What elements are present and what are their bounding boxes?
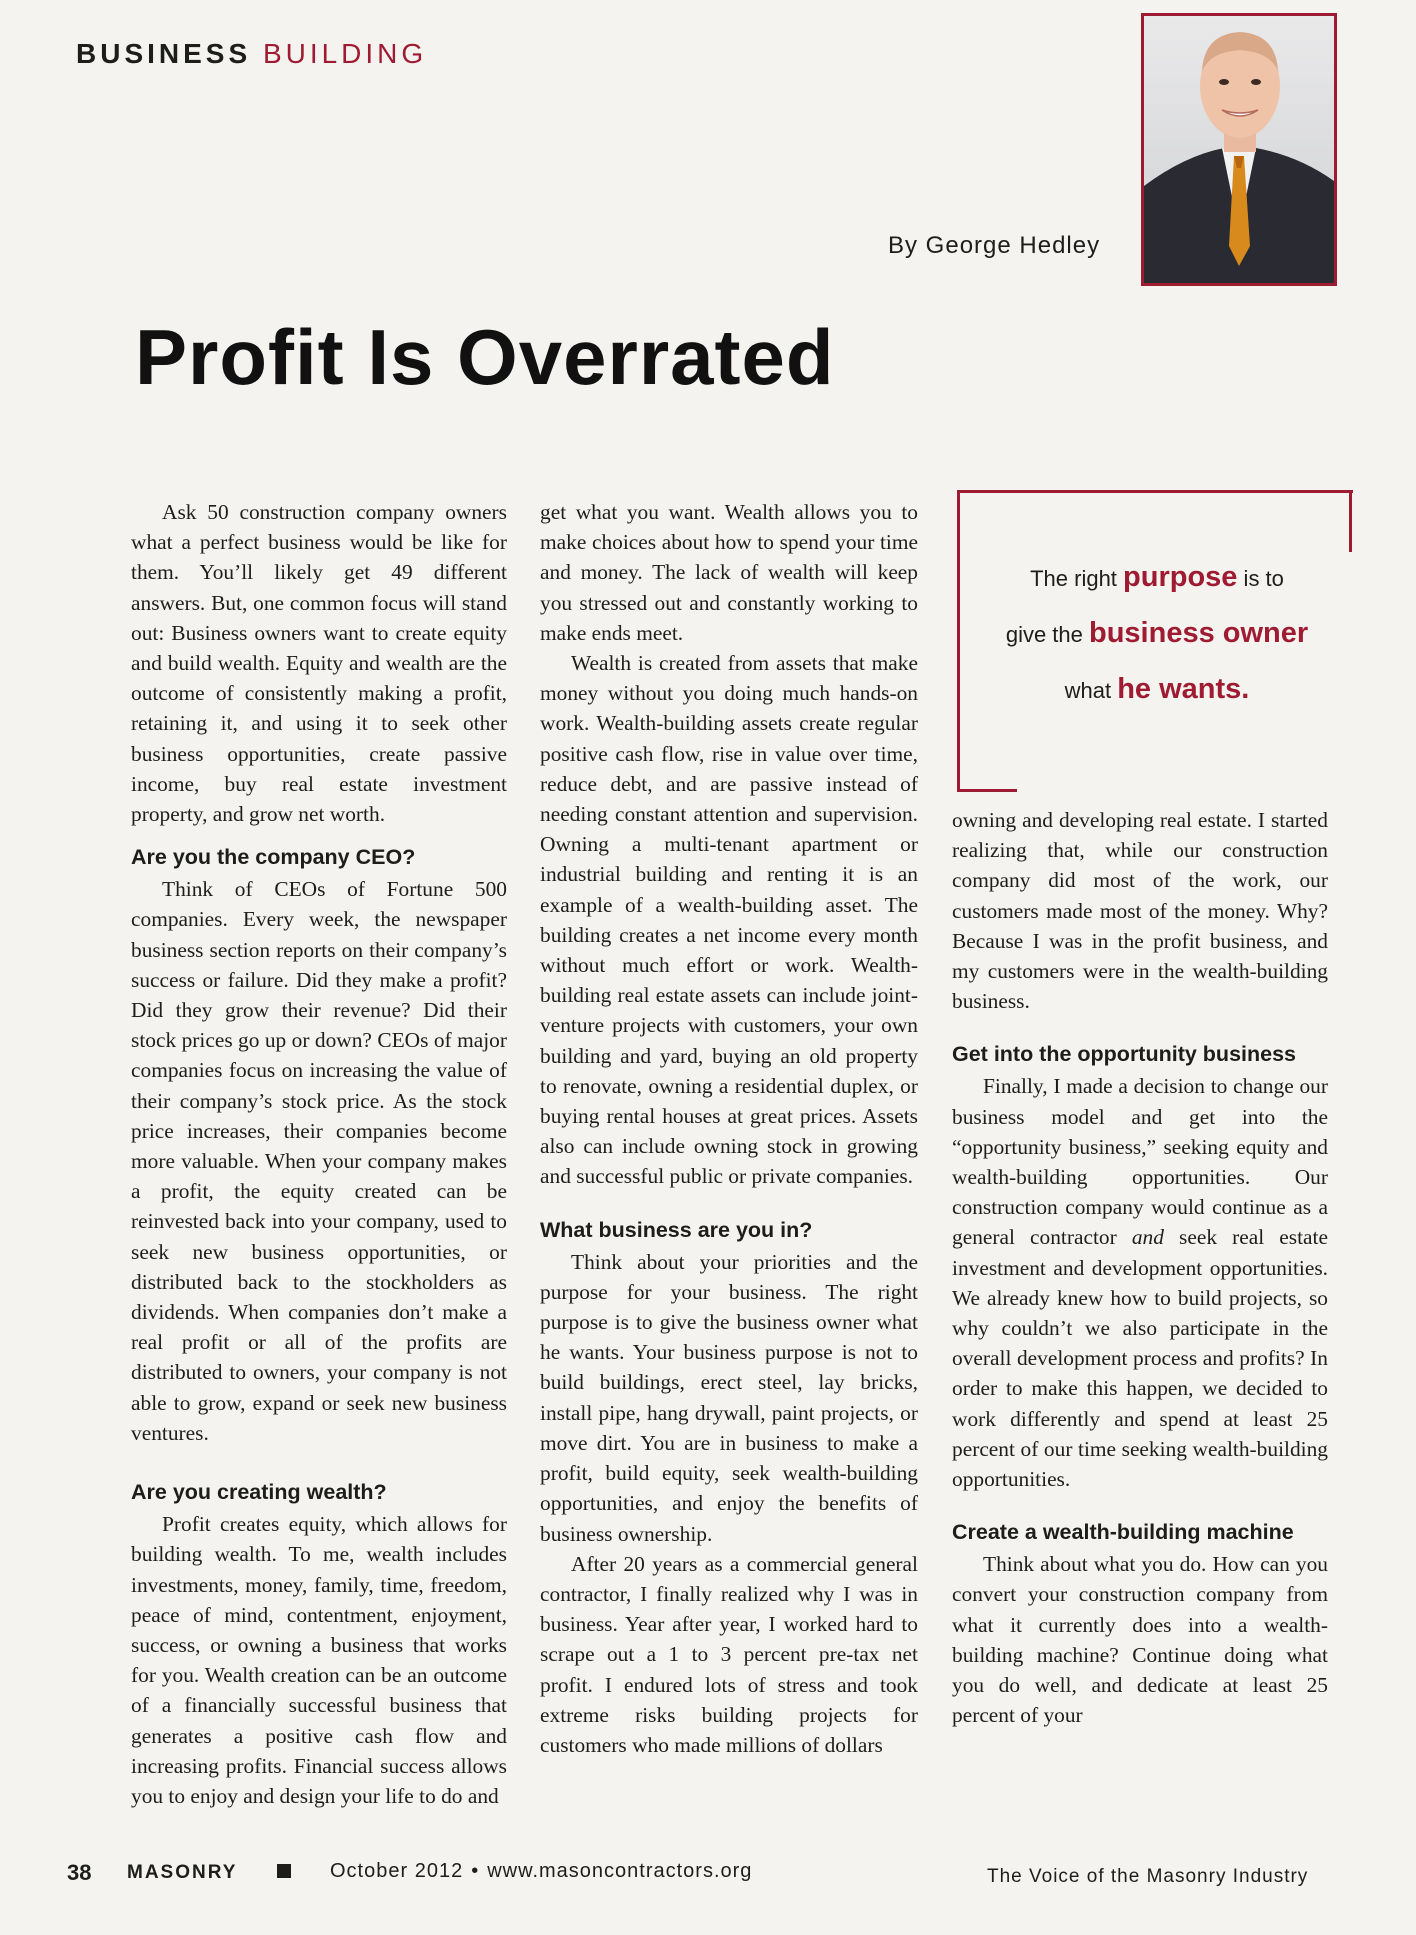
square-bullet-icon <box>277 1864 291 1878</box>
paragraph: Profit creates equity, which allows for building wealth. To me, wealth includes investments, money, family, time, freedom, peace of mind, contentment, enjoyment, success, or owning a business that works for you. Wealth creation can be an outcome of a financially successful business that generates a positive cash flow and increasing profits. Financial success allows you to enjoy and design your life to do and <box>131 1512 507 1808</box>
paragraph: Think about what you do. How can you convert your construction company from what it currently does into a wealth-building machine? Continue doing what you do well, and dedicate at least 25 percent of your <box>952 1552 1328 1728</box>
kicker-light: BUILDING <box>262 38 428 69</box>
paragraph-fragment: Finally, I made a decision to change our business model and get into the “opportunity business,” seeking equity and wealth-building opportunities. Our construction company would continue as a general contractor <box>952 1074 1328 1250</box>
pq-emphasis: business owner <box>1089 617 1309 649</box>
page-number: 38 <box>67 1860 92 1885</box>
pq-emphasis: purpose <box>1123 561 1238 593</box>
byline: By George Hedley <box>888 232 1101 259</box>
pull-quote-rule <box>1349 490 1352 552</box>
pull-quote <box>957 490 1352 792</box>
paragraph: get what you want. Wealth allows you to make choices about how to spend your time and money. The lack of wealth will keep you stressed out and constantly working to make ends meet. <box>540 500 918 645</box>
pq-fragment: give the <box>1005 622 1089 647</box>
issue-date: October 2012 <box>330 1860 464 1882</box>
article-title: Profit Is Overrated <box>135 313 835 401</box>
footer-tagline: The Voice of the Masonry Industry <box>987 1866 1309 1887</box>
pull-quote-text <box>977 550 1337 718</box>
author-portrait-icon <box>1144 16 1334 283</box>
issue-info <box>330 1860 752 1883</box>
pq-fragment: what <box>1064 678 1118 703</box>
paragraph <box>952 1071 1328 1494</box>
pq-emphasis: he wants. <box>1117 673 1250 705</box>
pull-quote-rule <box>957 490 960 792</box>
article-column-1 <box>131 497 507 1811</box>
article-column-2 <box>540 497 918 1760</box>
pull-quote-rule <box>957 490 1353 493</box>
subheading: Create a wealth-building machine <box>952 1520 1294 1545</box>
pq-fragment: is to <box>1237 566 1284 591</box>
paragraph: After 20 years as a commercial general contractor, I finally realized why I was in business. Year after year, I worked hard to scrape out a 1 to 3 percent pre-tax net profit. I endured lots of stress and took extreme risks building projects for customers who made millions of dollars <box>540 1551 918 1757</box>
section-kicker <box>76 38 427 70</box>
paragraph: Think about your priorities and the purpose for your business. The right purpose is to give the business owner what he wants. Your business purpose is not to build buildings, erect steel, lay bricks, install pipe, hang drywall, paint projects, or move dirt. You are in business to make a profit, build equity, seek wealth-building opportunities, and enjoy the benefits of business ownership. <box>540 1249 918 1546</box>
paragraph: Think of CEOs of Fortune 500 companies. Every week, the newspaper business section reports on their company’s success or failure. Did they make a profit? Did they grow their revenue? Did their stock prices go up or down? CEOs of major companies focus on increasing the value of their company’s stock price. As the stock price increases, their companies become more valuable. When your company makes a profit, the equity created can be reinvested back into your company, used to seek new business opportunities, or distributed back to the stockholders as dividends. When companies don’t make a real profit or all of the profits are distributed to owners, your company is not able to grow, expand or seek new business ventures. <box>131 877 507 1445</box>
kicker-bold: BUSINESS <box>76 38 252 69</box>
author-photo <box>1141 13 1337 286</box>
article-column-3 <box>952 805 1328 1730</box>
subheading: Get into the opportunity business <box>952 1042 1296 1067</box>
separator: • <box>471 1860 480 1882</box>
paragraph: Wealth is created from assets that make money without you doing much hands-on work. Wealth-building assets create regular positive cash flow, rise in value over time, reduce debt, and are passive instead of needing constant attention and supervision. Owning a multi-tenant apartment or industrial building and renting it is an example of a wealth-building asset. The building creates a net income every month without much effort or work. Wealth-building real estate assets can include joint-venture projects with customers, your own building and yard, buying an old property to renovate, owning a residential duplex, or buying rental houses at great prices. Assets also can include owning stock in growing and successful public or private companies. <box>540 651 918 1189</box>
pq-fragment: The right <box>1030 566 1124 591</box>
paragraph: Ask 50 construction company owners what a perfect business would be like for them. You’ll likely get 49 different answers. But, one common focus will stand out: Business owners want to create equity and build wealth. Equity and wealth are the outcome of consistently making a profit, retaining it, and using it to seek other business opportunities, create passive income, buy real estate investment property, and grow net worth. <box>131 500 507 827</box>
subheading: What business are you in? <box>540 1217 813 1242</box>
paragraph-fragment: seek real estate investment and development opportunities. We already knew how to build projects, so why couldn’t we also participate in the overall development process and profits? In order to make this happen, we decided to work differently and spend at least 25 percent of our time seeking wealth-building opportunities. <box>952 1225 1328 1492</box>
subheading: Are you the company CEO? <box>131 845 416 870</box>
paragraph: owning and developing real estate. I started realizing that, while our construction company did most of the work, our customers made most of the money. Why? Because I was in the profit business, and my customers were in the wealth-building business. <box>952 808 1328 1014</box>
website-url: www.masoncontractors.org <box>487 1860 753 1882</box>
paragraph-emphasis: and <box>1131 1225 1164 1250</box>
subheading: Are you creating wealth? <box>131 1480 387 1505</box>
pull-quote-rule <box>957 789 1017 792</box>
magazine-name: MASONRY <box>127 1862 238 1883</box>
